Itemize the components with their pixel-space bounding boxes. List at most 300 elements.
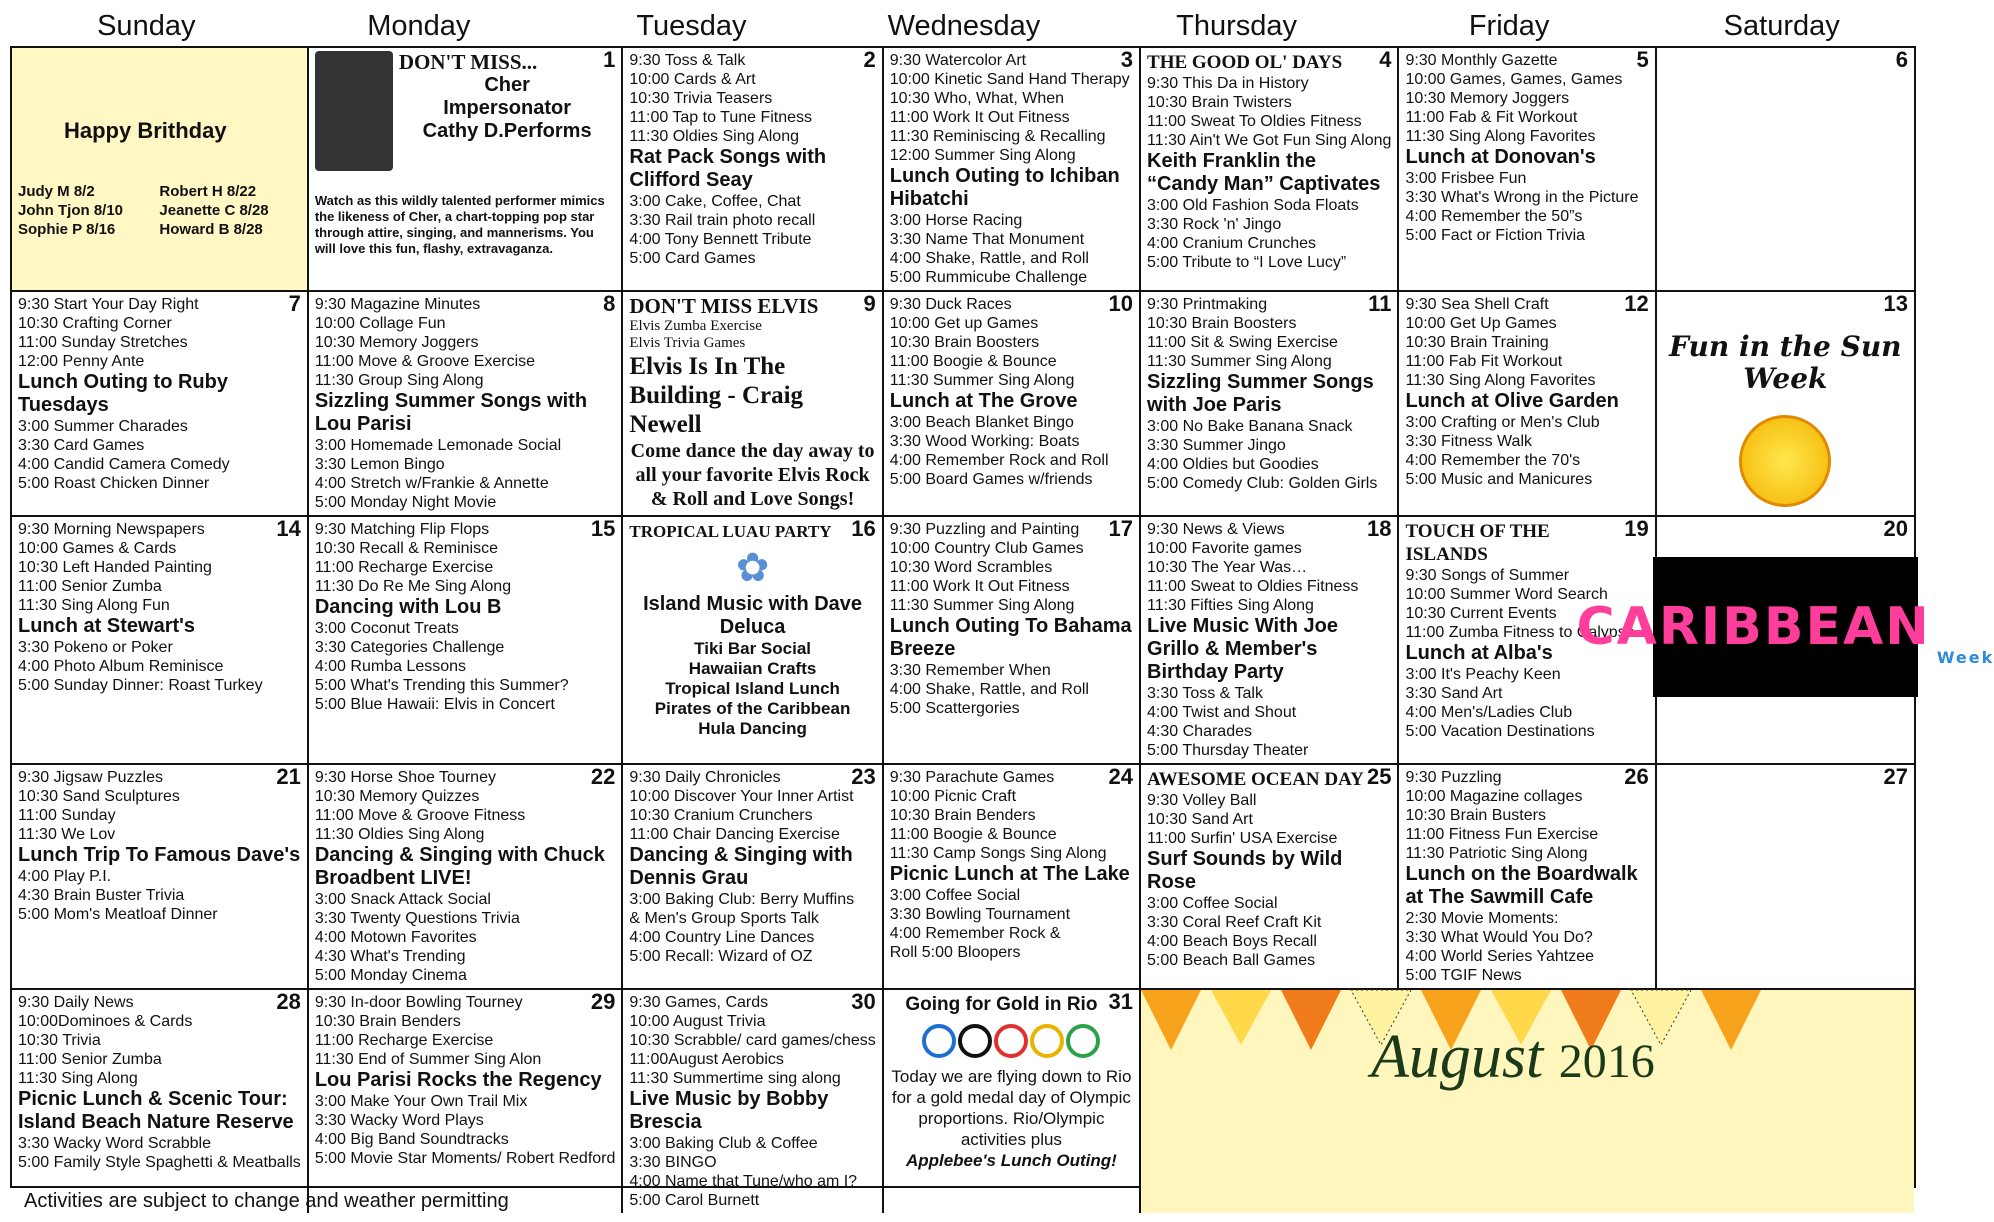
activity-item: 10:00 Country Club Games [889, 540, 1084, 557]
day-cell-29 [309, 990, 624, 1213]
activity-item: 5:00 Monday Cinema [314, 967, 467, 984]
cell-title: DON'T MISS ELVIS [629, 294, 819, 318]
day-monday: Monday [367, 10, 471, 42]
activity-item: 11:00 Sit & Swing Exercise [1147, 334, 1338, 351]
cell-description: Come dance the day away to all your favorite Elvis Rock & Roll and Love Songs! [630, 440, 875, 510]
activity-item: 4:00 Motown Favorites [314, 929, 477, 946]
activity-item: 11:00 Sweat to Oldies Fitness [1147, 578, 1359, 595]
day-number: 16 [851, 516, 876, 541]
activity-item: 4:00 Cranium Crunches [1147, 235, 1316, 252]
activity-item: 11:30 End of Summer Sing Alon [314, 1051, 542, 1068]
cell-line: Pirates of the Caribbean [654, 699, 851, 718]
activity-item: 11:30 Oldies Sing Along [629, 128, 799, 145]
activity-item: 3:30 Name That Monument [889, 231, 1085, 248]
activity-item: 9:30 Morning Newspapers [18, 521, 205, 538]
activity-item: 10:00 Summer Word Search [1405, 586, 1608, 603]
activity-item: 3:30 Rail train photo recall [629, 212, 816, 229]
birthday-entry: Jeanette C 8/28 [159, 202, 269, 219]
birthday-entry: Howard B 8/28 [159, 221, 263, 238]
activity-item: 5:00 Movie Star Moments/ Robert Redford [314, 1150, 616, 1167]
activity-item: 10:30 The Year Was… [1147, 559, 1308, 576]
cell-line: Hawaiian Crafts [688, 659, 817, 678]
day-cell-15 [309, 517, 624, 765]
activity-item: 5:00 Scattergories [889, 700, 1020, 717]
activity-item: 10:00 Picnic Craft [889, 788, 1017, 805]
day-cell-5 [1399, 48, 1656, 292]
activity-item: 11:30 Group Sing Along [314, 372, 484, 389]
activity-item: 10:00 Collage Fun [314, 315, 446, 332]
activity-item: 4:00 Big Band Soundtracks [314, 1131, 509, 1148]
activity-item: 11:30 Patriotic Sing Along [1405, 845, 1588, 862]
day-cell-10 [884, 292, 1141, 517]
cell-line: Hula Dancing [698, 719, 807, 738]
featured-event: Lunch Outing to Ruby Tuesdays [18, 371, 228, 416]
activity-item: 3:30 Wood Working: Boats [889, 433, 1080, 450]
activity-item: 4:00 Remember Rock and Roll [889, 452, 1109, 469]
activity-item: 10:00 Favorite games [1147, 540, 1302, 557]
activity-item: 11:00August Aerobics [629, 1051, 784, 1068]
birthday-title: Happy Brithday [64, 118, 227, 143]
footer-note: Activities are subject to change and weather permitting [24, 1190, 509, 1212]
activity-item: 12:00 Summer Sing Along [889, 147, 1076, 164]
featured-event: Dancing & Singing with Dennis Grau [629, 844, 853, 889]
day-cell-6 [1657, 48, 1914, 292]
cell-line: Tropical Island Lunch [665, 679, 840, 698]
activity-item: 11:00 Move & Groove Fitness [314, 807, 526, 824]
activity-item: 4:00 Beach Boys Recall [1147, 933, 1317, 950]
day-number: 20 [1883, 516, 1908, 541]
activity-item: 3:30 Summer Jingo [1147, 437, 1286, 454]
activity-item: 10:30 Crafting Corner [18, 315, 172, 332]
activity-item: 11:30 Ain't We Got Fun Sing Along [1147, 132, 1392, 149]
cell-title: TROPICAL LUAU PARTY [629, 522, 832, 541]
day-number: 2 [863, 47, 876, 72]
activity-item: 3:30 Categories Challenge [314, 639, 505, 656]
caribbean-week-banner [1576, 557, 1994, 697]
activity-item: 3:30 Wacky Word Scrabble [18, 1135, 211, 1152]
activity-item: 5:00 Beach Ball Games [1147, 952, 1316, 969]
day-number: 24 [1108, 764, 1134, 789]
day-wednesday: Wednesday [887, 10, 1041, 42]
activity-item: 11:30 Sing Along [18, 1070, 138, 1087]
activity-item: 11:00 Tap to Tune Fitness [629, 109, 813, 126]
activity-item: 10:00 Discover Your Inner Artist [629, 788, 854, 805]
activity-item: 4:00 Twist and Shout [1147, 704, 1297, 721]
caribbean-text: CARIBBEAN [1576, 596, 1931, 657]
activity-item: 10:30 Cranium Crunchers [629, 807, 813, 824]
activity-item: 10:30 Who, What, When [889, 90, 1065, 107]
activity-item: 4:30 What's Trending [314, 948, 466, 965]
activity-item: 3:00 Snack Attack Social [314, 891, 491, 908]
activity-item: 11:00 Recharge Exercise [314, 559, 494, 576]
activity-item: 10:30 Brain Benders [889, 807, 1036, 824]
day-tuesday: Tuesday [636, 10, 747, 42]
activity-item: 11:00 Boogie & Bounce [889, 826, 1057, 843]
performer-line: Impersonator [443, 97, 571, 119]
activity-item: 4:00 Play P.I. [18, 868, 112, 885]
activity-item: 9:30 Horse Shoe Tourney [314, 769, 496, 786]
activity-item: 3:30 Twenty Questions Trivia [314, 910, 520, 927]
day-number: 22 [590, 764, 616, 789]
activity-item: 3:00 Horse Racing [889, 212, 1023, 229]
activity-item: 11:30 Summer Sing Along [889, 372, 1075, 389]
cell-title: TOUCH OF THE ISLANDS [1405, 521, 1550, 565]
activity-item: 9:30 Daily Chronicles [629, 769, 781, 786]
activity-item: 11:00 Boogie & Bounce [889, 353, 1057, 370]
activity-item: 11:00 Sweat To Oldies Fitness [1147, 113, 1362, 130]
featured-event: Lunch Outing To Bahama Breeze [889, 615, 1132, 660]
activity-item: 9:30 Daily News [18, 994, 134, 1011]
activity-item: 5:00 Fact or Fiction Trivia [1405, 227, 1586, 244]
day-saturday: Saturday [1723, 10, 1840, 42]
activity-item: 2:30 Movie Moments: [1405, 910, 1559, 927]
activity-item: 9:30 Parachute Games [889, 769, 1055, 786]
activity-item: 9:30 Duck Races [889, 296, 1012, 313]
activity-item: 3:00 Cake, Coffee, Chat [629, 193, 801, 210]
activity-item: 4:30 Charades [1147, 723, 1252, 740]
cell-description: Watch as this wildly talented performer mimics the likeness of Cher, a chart-topping pop star through attire, singing, and mannerisms. You will love this fun, flashy, extravaganza. [314, 193, 605, 256]
day-number: 15 [590, 516, 616, 541]
day-cell-9 [623, 292, 883, 517]
activity-item: 3:30 BINGO [629, 1154, 717, 1171]
activity-item: 11:30 Summertime sing along [629, 1070, 841, 1087]
day-number: 14 [276, 516, 301, 541]
activity-item: 9:30 Sea Shell Craft [1405, 296, 1549, 313]
activity-item: 5:00 Rummicube Challenge [889, 269, 1088, 286]
activity-item: 5:00 Monday Night Movie [314, 494, 497, 511]
featured-event: Lunch Outing to Ichiban Hibatchi [889, 165, 1120, 210]
featured-event: Lunch at Olive Garden [1405, 390, 1619, 412]
activity-item: 3:30 Coral Reef Craft Kit [1147, 914, 1322, 931]
activity-item: 10:30 Current Events [1405, 605, 1557, 622]
day-number: 26 [1624, 764, 1649, 789]
featured-event: Live Music With Joe Grillo & Member's Birthday Party [1147, 615, 1338, 683]
day-number: 30 [851, 989, 876, 1014]
activity-item: 9:30 Volley Ball [1147, 792, 1257, 809]
activity-item: 11:00 Work It Out Fitness [889, 109, 1070, 126]
activity-item: 3:00 Summer Charades [18, 418, 188, 435]
day-cell-27 [1657, 765, 1914, 990]
cell-line: Elvis Trivia Games [629, 335, 746, 351]
featured-event: Rat Pack Songs with Clifford Seay [629, 146, 827, 191]
activity-item: 9:30 Monthly Gazette [1405, 52, 1558, 69]
activity-item: 11:00 Zumba Fitness to Calypso [1405, 624, 1635, 641]
activity-item: 11:00 Fitness Fun Exercise [1405, 826, 1599, 843]
activity-item: 4:00 Country Line Dances [629, 929, 815, 946]
activity-item: 3:30 Rock 'n' Jingo [1147, 216, 1282, 233]
day-cell-26 [1399, 765, 1656, 990]
activity-item: 9:30 Magazine Minutes [314, 296, 481, 313]
activity-item: 3:00 Baking Club & Coffee [629, 1135, 818, 1152]
activity-item: 4:00 Oldies but Goodies [1147, 456, 1319, 473]
day-number: 29 [590, 989, 616, 1014]
featured-event: Sizzling Summer Songs with Lou Parisi [314, 390, 588, 435]
activity-item: 11:30 Sing Along Favorites [1405, 372, 1596, 389]
day-number: 11 [1368, 291, 1392, 316]
activity-item: 11:30 Sing Along Fun [18, 597, 170, 614]
month-title [1371, 1023, 1655, 1091]
activity-item: 10:30 Sand Art [1147, 811, 1253, 828]
day-cell-22 [309, 765, 624, 990]
activity-item: 11:30 Summer Sing Along [889, 597, 1075, 614]
day-number: 12 [1624, 291, 1649, 316]
activity-item: 10:30 Brain Busters [1405, 807, 1546, 824]
activity-item: 3:00 No Bake Banana Snack [1147, 418, 1353, 435]
day-cell-17 [884, 517, 1141, 765]
day-sunday: Sunday [97, 10, 196, 42]
cell-feature: Elvis Is In The Building - Craig Newell [629, 353, 804, 438]
featured-event: Lou Parisi Rocks the Regency [314, 1069, 602, 1091]
activity-item: 11:30 Camp Songs Sing Along [889, 845, 1107, 862]
activity-item: 9:30 In-door Bowling Tourney [314, 994, 523, 1011]
activity-item: 5:00 Board Games w/friends [889, 471, 1093, 488]
activity-item: 11:00 Senior Zumba [18, 578, 162, 595]
activity-item: 10:30 Brain Boosters [1147, 315, 1297, 332]
day-thursday: Thursday [1176, 10, 1297, 42]
activity-item: 4:00 Name that Tune/who am I? [629, 1173, 858, 1190]
activity-item: 5:00 Roast Chicken Dinner [18, 475, 210, 492]
day-cell-31 [884, 990, 1141, 1213]
cell-description: Today we are flying down to Rio for a gold medal day of Olympic proportions. Rio/Olympic activities plus [891, 1067, 1132, 1149]
activity-item: 11:00 Work It Out Fitness [889, 578, 1070, 595]
day-number: 28 [276, 989, 301, 1014]
activity-item: 3:00 Baking Club: Berry Muffins [629, 891, 855, 908]
cell-feature: Island Music with Dave Deluca [643, 593, 863, 638]
featured-event: Lunch at The Grove [889, 390, 1078, 412]
activity-item: 3:00 Coconut Treats [314, 620, 459, 637]
activity-item: 11:30 Sing Along Favorites [1405, 128, 1596, 145]
month-year: 2016 [1558, 1035, 1655, 1088]
activity-item: 9:30 Start Your Day Right [18, 296, 199, 313]
activity-item: 10:00 Magazine collages [1405, 788, 1583, 805]
activity-item: 11:30 Do Re Me Sing Along [314, 578, 512, 595]
featured-event: Picnic Lunch at The Lake [889, 863, 1130, 885]
activity-item: 10:30 Trivia Teasers [629, 90, 773, 107]
activity-item: 10:30 Memory Quizzes [314, 788, 480, 805]
day-cell-14 [12, 517, 309, 765]
activity-item: 11:30 Reminiscing & Recalling [889, 128, 1106, 145]
activity-item: 10:00 August Trivia [629, 1013, 766, 1030]
activity-item: 9:30 Games, Cards [629, 994, 769, 1011]
activity-item: 10:30 Sand Sculptures [18, 788, 180, 805]
day-number: 19 [1624, 516, 1649, 541]
activity-item: 10:30 Scrabble/ card games/chess [629, 1032, 876, 1049]
activity-item: 9:30 Toss & Talk [629, 52, 746, 69]
cell-line: Tiki Bar Social [694, 639, 811, 658]
activity-item: 4:00 Remember the 70's [1405, 452, 1581, 469]
activity-item: 3:30 Pokeno or Poker [18, 639, 173, 656]
birthday-list [18, 182, 301, 239]
activity-item: 4:00 World Series Yahtzee [1405, 948, 1594, 965]
activity-item: 11:00 Sunday Stretches [18, 334, 188, 351]
featured-event: Keith Franklin the “Candy Man” Captivates [1147, 150, 1381, 195]
featured-event: Picnic Lunch & Scenic Tour: Island Beach Nature Reserve [18, 1088, 294, 1133]
activity-item: & Men's Group Sports Talk [629, 910, 819, 927]
activity-item: 5:00 Carol Burnett [629, 1192, 760, 1209]
activity-item: 3:30 Bowling Tournament [889, 906, 1071, 923]
activity-item: 9:30 Puzzling [1405, 769, 1502, 786]
day-cell-11 [1141, 292, 1399, 517]
activity-item: Roll 5:00 Bloopers [889, 944, 1021, 961]
featured-event: Surf Sounds by Wild Rose [1147, 848, 1343, 893]
day-number: 6 [1895, 47, 1908, 72]
activity-item: 3:30 Remember When [889, 662, 1051, 679]
activity-item: 4:00 Candid Camera Comedy [18, 456, 230, 473]
day-cell-24 [884, 765, 1141, 990]
featured-event: Lunch at Stewart's [18, 615, 196, 637]
birthday-entry: Robert H 8/22 [159, 183, 257, 200]
activity-item: 4:00 Tony Bennett Tribute [629, 231, 812, 248]
activity-item: 9:30 Songs of Summer [1405, 567, 1570, 584]
activity-item: 5:00 Vacation Destinations [1405, 723, 1595, 740]
activity-item: 4:00 Photo Album Reminisce [18, 658, 224, 675]
cell-title: Going for Gold in Rio [905, 994, 1098, 1015]
activity-item: 11:00 Move & Groove Exercise [314, 353, 536, 370]
activity-item: 10:00 Games, Games, Games [1405, 71, 1623, 88]
activity-item: 11:30 Fifties Sing Along [1147, 597, 1314, 614]
day-cell-21 [12, 765, 309, 990]
activity-item: 11:00 Surfin' USA Exercise [1147, 830, 1338, 847]
performer-photo [315, 51, 393, 171]
month-name: August [1371, 1023, 1544, 1091]
activity-item: 4:00 Shake, Rattle, and Roll [889, 250, 1089, 267]
activity-item: 5:00 What's Trending this Summer? [314, 677, 569, 694]
activity-item: 5:00 Blue Hawaii: Elvis in Concert [314, 696, 555, 713]
day-number: 25 [1366, 764, 1392, 789]
featured-event: Lunch Trip To Famous Dave's [18, 844, 301, 866]
activity-item: 3:00 Homemade Lemonade Social [314, 437, 562, 454]
activity-item: 3:30 Toss & Talk [1147, 685, 1263, 702]
activity-item: 11:30 Oldies Sing Along [314, 826, 485, 843]
activity-item: 5:00 Thursday Theater [1147, 742, 1309, 759]
featured-event: Lunch at Donovan's [1405, 146, 1596, 168]
activity-item: 11:30 We Lov [18, 826, 116, 843]
activity-item: 10:00 Cards & Art [629, 71, 756, 88]
activity-item: 9:30 Watercolor Art [889, 52, 1027, 69]
activity-item: 4:00 Shake, Rattle, and Roll [889, 681, 1089, 698]
activity-item: 3:00 Crafting or Men's Club [1405, 414, 1600, 431]
day-number: 18 [1366, 516, 1392, 541]
cell-description-highlight: Applebee's Lunch Outing! [905, 1151, 1117, 1170]
activity-item: 10:30 Brain Boosters [889, 334, 1040, 351]
activity-item: 11:30 Summer Sing Along [1147, 353, 1332, 370]
day-number: 4 [1379, 47, 1392, 72]
activity-item: 10:30 Memory Joggers [1405, 90, 1570, 107]
activity-item: 9:30 Puzzling and Painting [889, 521, 1080, 538]
activity-item: 10:30 Memory Joggers [314, 334, 479, 351]
activity-item: 5:00 Family Style Spaghetti & Meatballs [18, 1154, 301, 1171]
activity-item: 4:00 Remember the 50”s [1405, 208, 1583, 225]
activity-item: 10:30 Left Handed Painting [18, 559, 212, 576]
activity-item: 5:00 Mom's Meatloaf Dinner [18, 906, 218, 923]
featured-event: Lunch on the Boardwalk at The Sawmill Cafe [1405, 863, 1638, 908]
activity-item: 11:00 Fab & Fit Workout [1405, 109, 1578, 126]
day-number: 8 [603, 291, 616, 316]
activity-item: 11:00 Sunday [18, 807, 116, 824]
cell-title: DON'T MISS... [398, 50, 538, 74]
activity-item: 3:30 Card Games [18, 437, 145, 454]
weekday-header [10, 6, 1918, 46]
day-number: 10 [1108, 291, 1134, 316]
birthday-entry: John Tjon 8/10 [18, 202, 124, 219]
activity-item: 3:00 Make Your Own Trail Mix [314, 1093, 528, 1110]
month-banner [1141, 990, 1914, 1213]
day-number: 7 [288, 291, 301, 316]
birthday-cell [12, 48, 309, 292]
activity-item: 3:00 It's Peachy Keen [1405, 666, 1561, 683]
activity-item: 4:00 Stretch w/Frankie & Annette [314, 475, 549, 492]
activity-item: 3:00 Frisbee Fun [1405, 170, 1527, 187]
activity-item: 9:30 Jigsaw Puzzles [18, 769, 163, 786]
day-number: 17 [1108, 516, 1134, 541]
activity-item: 3:30 Lemon Bingo [314, 456, 445, 473]
day-number: 23 [851, 764, 876, 789]
activity-item: 10:00 Get up Games [889, 315, 1039, 332]
activity-item: 11:00 Chair Dancing Exercise [629, 826, 840, 843]
day-cell-3 [884, 48, 1141, 292]
olympic-rings-icon [890, 1024, 1133, 1058]
activity-item: 11:00 Recharge Exercise [314, 1032, 494, 1049]
activity-item: 4:00 Remember Rock & [889, 925, 1061, 942]
activity-item: 5:00 TGIF News [1405, 967, 1522, 984]
featured-event: Dancing & Singing with Chuck Broadbent LIVE! [314, 844, 605, 889]
activity-item: 12:00 Penny Ante [18, 353, 145, 370]
day-cell-16 [623, 517, 883, 765]
featured-event: Dancing with Lou B [314, 596, 502, 618]
day-cell-30 [623, 990, 883, 1213]
activity-item: 10:00 Games & Cards [18, 540, 177, 557]
day-cell-4 [1141, 48, 1399, 292]
day-number: 31 [1108, 989, 1134, 1014]
activity-item: 9:30 This Da in History [1147, 75, 1309, 92]
day-cell-2 [623, 48, 883, 292]
day-cell-12 [1399, 292, 1656, 517]
featured-event: Live Music by Bobby Brescia [629, 1088, 829, 1133]
birthday-entry: Sophie P 8/16 [18, 221, 116, 238]
performer-line: Cathy D.Performs [422, 120, 592, 142]
activity-item: 10:30 Word Scrambles [889, 559, 1053, 576]
activity-item: 5:00 Tribute to “I Love Lucy” [1147, 254, 1347, 271]
featured-event: Lunch at Alba's [1405, 642, 1553, 664]
activity-item: 10:00 Kinetic Sand Hand Therapy [889, 71, 1130, 88]
sun-icon [1739, 415, 1831, 507]
activity-item: 5:00 Sunday Dinner: Roast Turkey [18, 677, 263, 694]
day-cell-28 [12, 990, 309, 1213]
activity-item: 10:30 Brain Training [1405, 334, 1549, 351]
activity-item: 10:00Dominoes & Cards [18, 1013, 193, 1030]
activity-item: 10:30 Trivia [18, 1032, 101, 1049]
activity-item: 11:00 Fab Fit Workout [1405, 353, 1563, 370]
activity-item: 3:30 Fitness Walk [1405, 433, 1532, 450]
activity-item: 3:30 What Would You Do? [1405, 929, 1593, 946]
activity-item: 5:00 Music and Manicures [1405, 471, 1593, 488]
day-number: 1 [603, 47, 616, 72]
day-number: 21 [276, 764, 301, 789]
cell-title: THE GOOD OL' DAYS [1147, 52, 1343, 73]
day-friday: Friday [1468, 10, 1550, 42]
fun-in-sun-title: Fun in the Sun Week [1669, 330, 1902, 395]
activity-item: 3:00 Coffee Social [1147, 895, 1278, 912]
activity-item: 10:30 Brain Benders [314, 1013, 461, 1030]
activity-item: 3:00 Old Fashion Soda Floats [1147, 197, 1359, 214]
activity-item: 4:30 Brain Buster Trivia [18, 887, 185, 904]
cell-line: Elvis Zumba Exercise [629, 318, 762, 334]
hibiscus-icon: ✿ [735, 546, 770, 590]
day-cell-23 [623, 765, 883, 990]
day-cell-7 [12, 292, 309, 517]
day-number: 27 [1883, 764, 1908, 789]
activity-item: 11:00 Senior Zumba [18, 1051, 162, 1068]
